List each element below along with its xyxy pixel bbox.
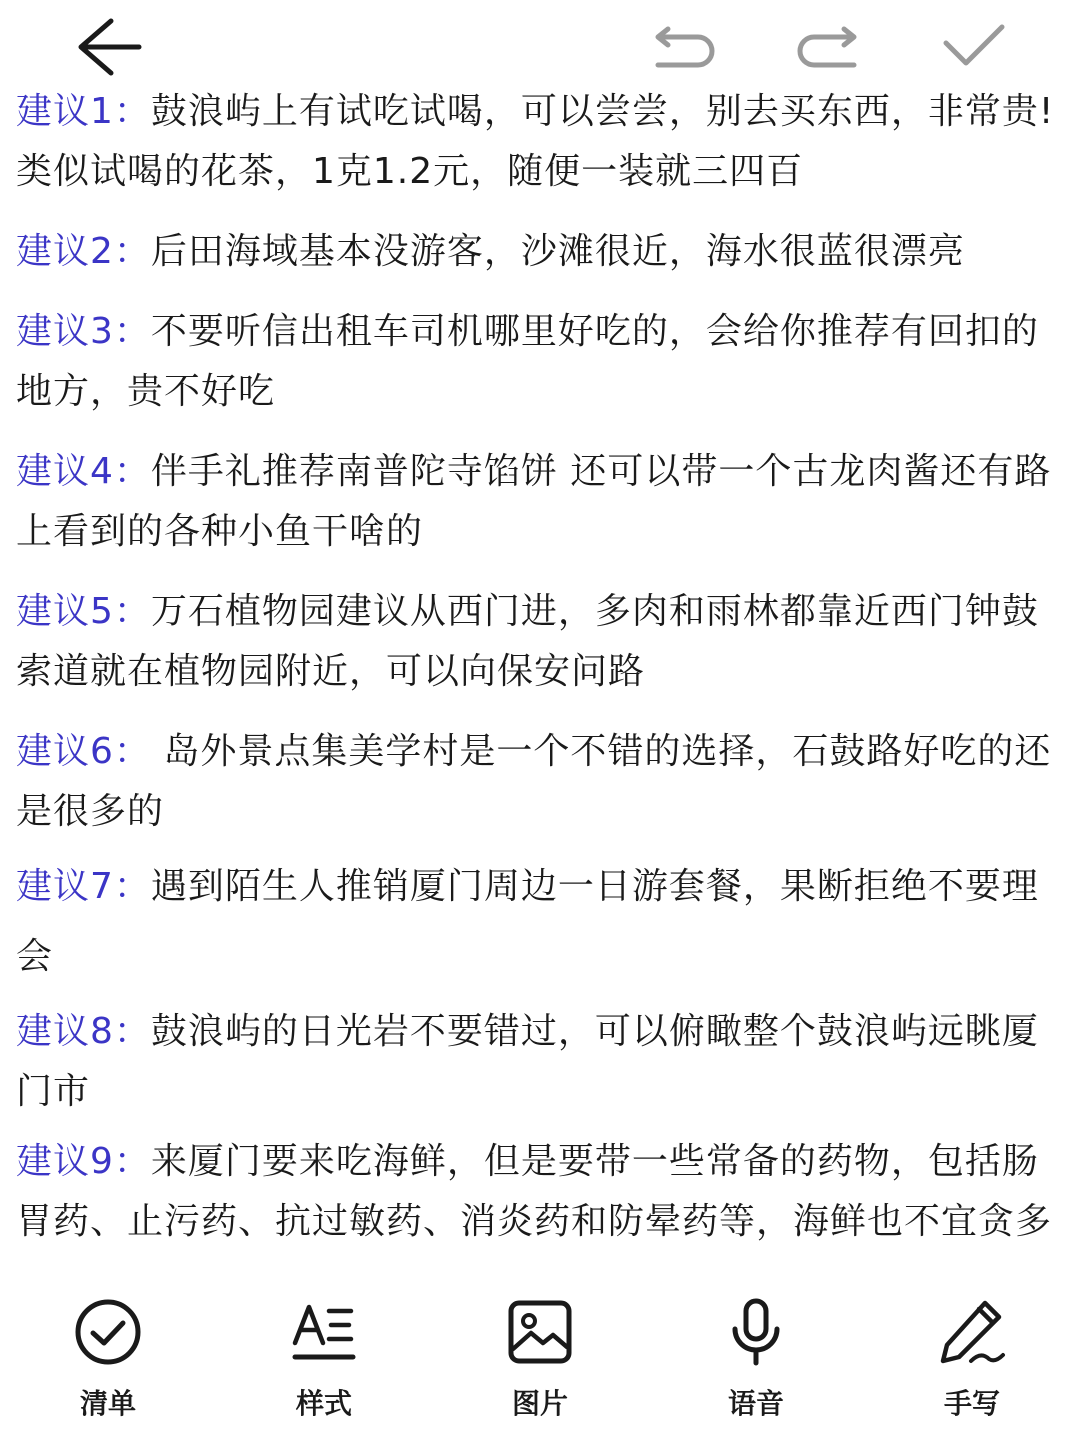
top-toolbar [0,0,1080,90]
voice-label: 语音 [727,1387,784,1420]
done-button[interactable] [936,16,1010,76]
note-item [16,852,1060,992]
note-item [16,1132,1060,1252]
note-item-tag: 建议3： [16,311,151,352]
note-item-tag: 建议2： [16,231,151,272]
note-item-text: 鼓浪屿的日光岩不要错过，可以俯瞰整个鼓浪屿远眺厦门市 [16,1011,1039,1112]
note-item [16,82,1060,202]
bottom-toolbar [0,1292,1080,1440]
style-label: 样式 [295,1387,352,1420]
note-item-text: 万石植物园建议从西门进，多肉和雨林都靠近西门钟鼓索道就在植物园附近，可以向保安问路 [16,591,1039,692]
image-icon [505,1297,575,1367]
note-item-text: 来厦门要来吃海鲜，但是要带一些常备的药物，包括肠胃药、止污药、抗过敏药、消炎药和防晕药等，海鲜也不宜贪多 [16,1141,1053,1242]
note-item-text: 后田海域基本没游客，沙滩很近，海水很蓝很漂亮 [150,231,965,272]
check-circle-icon [73,1297,143,1367]
image-button[interactable] [432,1292,648,1422]
note-item-text: 伴手礼推荐南普陀寺馅饼 还可以带一个古龙肉酱还有路上看到的各种小鱼干啥的 [16,451,1052,552]
note-item [16,222,1060,282]
text-style-icon [289,1297,359,1367]
note-item [16,582,1060,702]
undo-button[interactable] [648,16,722,76]
redo-button[interactable] [790,16,864,76]
checklist-label: 清单 [79,1387,136,1420]
check-icon [940,21,1006,71]
note-item [16,442,1060,562]
note-item-tag: 建议4： [16,451,151,492]
note-item-tag: 建议5： [16,591,151,632]
note-item-text: 鼓浪屿上有试吃试喝，可以尝尝，别去买东西，非常贵!类似试喝的花茶，1克1.2元，随便一装就三四百 [16,91,1055,192]
arrow-left-icon [71,15,145,79]
handwrite-button[interactable] [864,1292,1080,1422]
note-item-tag: 建议7： [16,866,151,907]
image-label: 图片 [511,1387,568,1420]
note-item-tag: 建议6： [16,731,151,772]
pen-icon [937,1297,1007,1367]
handwrite-label: 手写 [943,1387,1000,1420]
voice-button[interactable] [648,1292,864,1422]
undo-icon [650,21,720,71]
note-item-tag: 建议9： [16,1141,151,1182]
note-item-text: 岛外景点集美学村是一个不错的选择，石鼓路好吃的还是很多的 [16,731,1052,832]
note-item-tag: 建议8： [16,1011,151,1052]
note-body[interactable] [16,82,1060,1252]
back-button[interactable] [68,12,148,82]
note-item-text: 遇到陌生人推销厦门周边一日游套餐，果断拒绝不要理会 [16,866,1039,977]
note-item [16,302,1060,422]
note-item-tag: 建议1： [16,91,151,132]
note-item-text: 不要听信出租车司机哪里好吃的，会给你推荐有回扣的地方，贵不好吃 [16,311,1039,412]
redo-icon [792,21,862,71]
microphone-icon [721,1297,791,1367]
note-item [16,722,1060,842]
note-item [16,1002,1060,1122]
checklist-button[interactable] [0,1292,216,1422]
style-button[interactable] [216,1292,432,1422]
